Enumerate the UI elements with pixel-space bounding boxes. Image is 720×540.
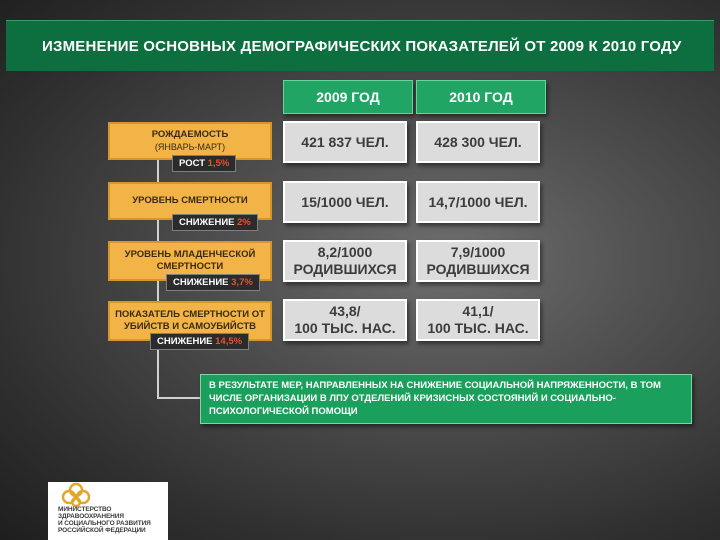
- value-line2: РОДИВШИХСЯ: [426, 261, 530, 277]
- metric-label-line1: УРОВЕНЬ МЛАДЕНЧЕСКОЙ: [124, 249, 256, 260]
- change-badge-infant-mortality: [166, 274, 260, 291]
- change-badge-mortality: [172, 214, 258, 231]
- value-line1: 41,1/: [462, 303, 494, 319]
- change-value: 3,7%: [231, 277, 253, 288]
- year-header-2010: 2010 ГОД: [416, 80, 546, 114]
- metric-label-line2: СМЕРТНОСТИ: [156, 261, 224, 272]
- metric-label-line1: УРОВЕНЬ СМЕРТНОСТИ: [132, 195, 248, 206]
- value-2009-homicide-suicide: [283, 299, 407, 341]
- result-note: В РЕЗУЛЬТАТЕ МЕР, НАПРАВЛЕННЫХ НА СНИЖЕНИЕ СОЦИАЛЬНОЙ НАПРЯЖЕННОСТИ, В ТОМ ЧИСЛЕ ОРГАНИЗАЦИИ В ЛПУ ОТДЕЛЕНИЙ КРИЗИСНЫХ СОСТОЯНИЙ И СОЦИАЛЬНО-ПСИХОЛОГИЧЕСКОЙ ПОМОЩИ: [200, 374, 692, 424]
- ministry-emblem-icon: [56, 482, 106, 508]
- value-line1: 8,2/1000: [317, 244, 373, 260]
- logo-line1: МИНИСТЕРСТВО: [58, 506, 112, 513]
- value-2009-infant-mortality: [283, 240, 407, 282]
- metric-label-line2: (ЯНВАРЬ-МАРТ): [154, 142, 226, 152]
- value-2010-infant-mortality: [416, 240, 540, 282]
- value-text: 14,7/1000 ЧЕЛ.: [428, 193, 528, 210]
- value-2009-mortality: [283, 181, 407, 223]
- metric-label-line2: УБИЙСТВ И САМОУБИЙСТВ: [123, 321, 257, 332]
- year-header-2009: 2009 ГОД: [283, 80, 413, 114]
- change-label: СНИЖЕНИЕ: [157, 336, 213, 347]
- value-text: 421 837 ЧЕЛ.: [301, 133, 389, 150]
- value-line2: РОДИВШИХСЯ: [293, 261, 397, 277]
- ministry-logo-text: [58, 506, 151, 534]
- connector-horizontal: [157, 397, 200, 399]
- value-2010-birth-rate: [416, 121, 540, 163]
- logo-line4: РОССИЙСКОЙ ФЕДЕРАЦИИ: [58, 527, 146, 534]
- value-line1: 7,9/1000: [450, 244, 506, 260]
- value-line1: 43,8/: [329, 303, 361, 319]
- page-title: ИЗМЕНЕНИЕ ОСНОВНЫХ ДЕМОГРАФИЧЕСКИХ ПОКАЗАТЕЛЕЙ ОТ 2009 К 2010 ГОДУ: [42, 37, 682, 55]
- metric-label-line1: ПОКАЗАТЕЛЬ СМЕРТНОСТИ ОТ: [115, 309, 265, 320]
- value-line2: 100 ТЫС. НАС.: [427, 320, 529, 336]
- change-label: РОСТ: [179, 158, 206, 169]
- ministry-logo: [48, 482, 168, 540]
- title-bar: [6, 20, 714, 71]
- change-value: 14,5%: [215, 336, 243, 347]
- value-text: 15/1000 ЧЕЛ.: [301, 193, 389, 210]
- change-badge-birth-rate: [172, 155, 236, 172]
- change-value: 1,5%: [207, 158, 230, 169]
- change-label: СНИЖЕНИЕ: [173, 277, 229, 288]
- value-line2: 100 ТЫС. НАС.: [294, 320, 396, 336]
- value-2009-birth-rate: [283, 121, 407, 163]
- logo-line3: И СОЦИАЛЬНОГО РАЗВИТИЯ: [58, 520, 151, 527]
- change-badge-homicide-suicide: [150, 333, 249, 350]
- value-text: 428 300 ЧЕЛ.: [434, 133, 522, 150]
- change-label: СНИЖЕНИЕ: [179, 217, 235, 228]
- value-2010-homicide-suicide: [416, 299, 540, 341]
- logo-line2: ЗДРАВООХРАНЕНИЯ: [58, 513, 124, 520]
- value-2010-mortality: [416, 181, 540, 223]
- change-value: 2%: [237, 217, 251, 228]
- metric-label-line1: РОЖДАЕМОСТЬ: [151, 129, 229, 140]
